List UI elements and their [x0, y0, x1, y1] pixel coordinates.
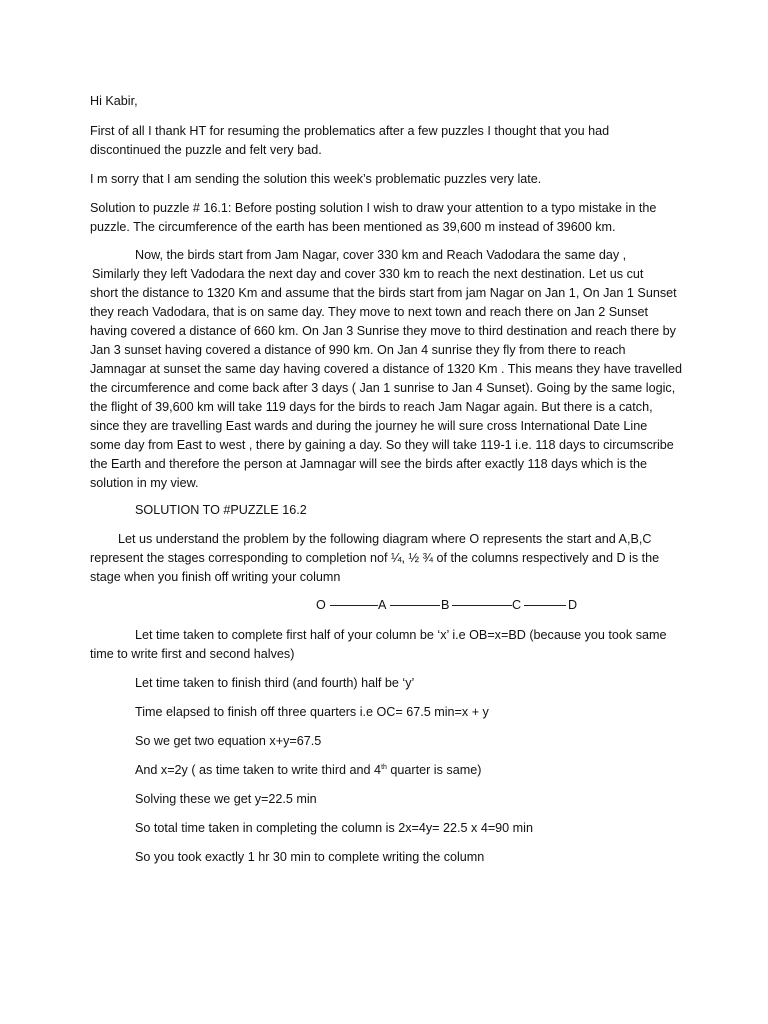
para2: I m sorry that I am sending the solution this week’s problematic puzzles very late.	[90, 172, 542, 186]
para4-line11: some day from East to west , there by gaining a day. So they will take 119-1 i.e. 118 days to circumscribe	[90, 438, 674, 452]
point-d-label: D	[568, 598, 578, 612]
point-a-label: A	[378, 598, 387, 612]
point-o-label: O	[316, 598, 326, 612]
step-7: So you took exactly 1 hr 30 min to complete writing the column	[135, 850, 485, 864]
para4-line10: since they are travelling East wards and during the journey he will sure cross International Date Line	[90, 419, 648, 433]
para1-line2: discontinued the puzzle and felt very bad.	[90, 143, 322, 157]
segment-cd	[524, 605, 566, 606]
para4-line2: Similarly they left Vadodara the next day and cover 330 km to reach the next destination. Let us cut	[92, 267, 644, 281]
point-c-label: C	[512, 598, 522, 612]
para5-line3: stage when you finish off writing your column	[90, 570, 341, 584]
step-3: So we get two equation x+y=67.5	[135, 734, 322, 748]
para4-line9: the flight of 39,600 km will take 119 days for the birds to reach Jam Nagar again. But there is a catch,	[90, 400, 653, 414]
para5-line2: represent the stages corresponding to completion nof ¼, ½ ¾ of the columns respectively and D is the	[90, 551, 660, 565]
step-4-text-before: And x=2y ( as time taken to write third and 4	[135, 763, 382, 777]
para6-line2: time to write first and second halves)	[90, 647, 295, 661]
step-6: So total time taken in completing the column is 2x=4y= 22.5 x 4=90 min	[135, 821, 533, 835]
step-4	[135, 761, 481, 780]
para4-line3: short the distance to 1320 Km and assume that the birds start from jam Nagar on Jan 1, On Jan 1 Sunset	[90, 286, 677, 300]
para4-line1: Now, the birds start from Jam Nagar, cover 330 km and Reach Vadodara the same day ,	[135, 248, 627, 262]
para4-line5: having covered a distance of 660 km. On Jan 3 Sunrise they move to third destination and reach there by	[90, 324, 676, 338]
point-b-label: B	[441, 598, 450, 612]
para4-line12: the Earth and therefore the person at Jamnagar will see the birds after exactly 118 days which is the	[90, 457, 647, 471]
step-2: Time elapsed to finish off three quarters i.e OC= 67.5 min=x + y	[135, 705, 489, 719]
step-4-superscript: th	[381, 764, 387, 771]
step-5: Solving these we get y=22.5 min	[135, 792, 317, 806]
segment-oa	[330, 605, 378, 606]
para4-line8: the circumference and come back after 3 days ( Jan 1 sunrise to Jan 4 Sunset). Going by the same logic,	[90, 381, 676, 395]
para4-line6: Jan 3 sunset having covered a distance of 990 km. On Jan 4 sunrise they fly from there to reach	[90, 343, 626, 357]
step-1: Let time taken to finish third (and fourth) half be ‘y’	[135, 676, 415, 690]
para4-line13: solution in my view.	[90, 476, 199, 490]
segment-bc	[452, 605, 512, 606]
para3-line1: Solution to puzzle # 16.1: Before posting solution I wish to draw your attention to a typo mistake in the	[90, 201, 657, 215]
para6-line1: Let time taken to complete first half of your column be ‘x’ i.e OB=x=BD (because you took same	[135, 628, 667, 642]
para1-line1: First of all I thank HT for resuming the problematics after a few puzzles I thought that you had	[90, 124, 610, 138]
para4-line4: they reach Vadodara, that is on same day. They move to next town and reach there on Jan 2 Sunset	[90, 305, 648, 319]
line-diagram	[312, 596, 592, 616]
section-heading: SOLUTION TO #PUZZLE 16.2	[135, 503, 307, 517]
para3-line2: puzzle. The circumference of the earth has been mentioned as 39,600 m instead of 39600 km.	[90, 220, 616, 234]
segment-ab	[390, 605, 440, 606]
greeting: Hi Kabir,	[90, 94, 138, 108]
step-4-text-after: quarter is same)	[386, 763, 482, 777]
para5-line1: Let us understand the problem by the following diagram where O represents the start and A,B,C	[118, 532, 652, 546]
para4-line7: Jamnagar at sunset the same day having covered a distance of 1320 Km . This means they have travelled	[90, 362, 683, 376]
